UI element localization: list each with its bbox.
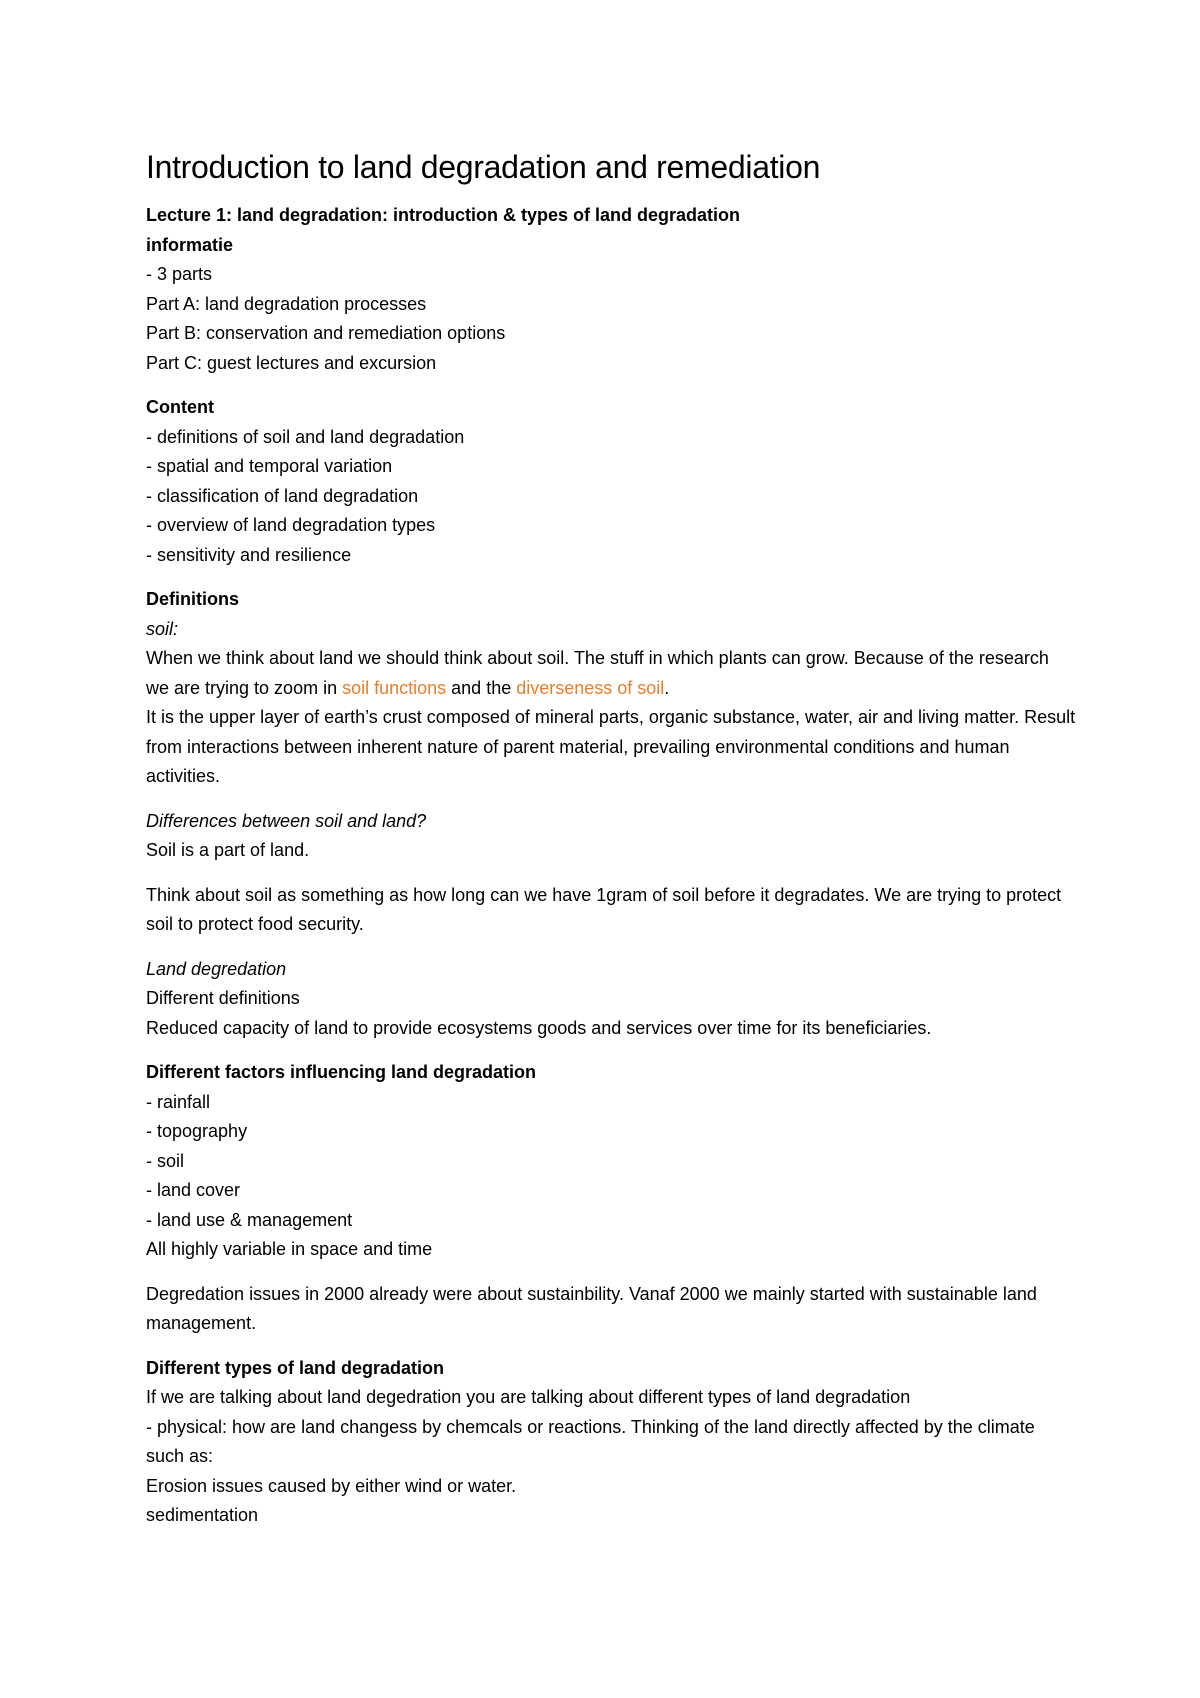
list-item: - overview of land degradation types [146,515,436,535]
land-degradation-subheading: Different definitions [146,988,300,1008]
soil-text-1: When we think about land we should think about soil. The stuff in which plants can grow. Because of the research we are trying to zoom in [146,648,1049,698]
list-item: Part B: conservation and remediation options [146,323,506,343]
soil-text-3: . [664,677,670,698]
list-item: - 3 parts [146,264,213,284]
document-title: Introduction to land degradation and remediation [146,149,821,185]
lecture-heading: Lecture 1: land degradation: introduction & types of land degradation [146,205,741,225]
list-item: - definitions of soil and land degradation [146,426,465,447]
difference-question: Differences between soil and land? [146,810,427,831]
types-sedimentation: sedimentation [146,1505,259,1525]
types-erosion: Erosion issues caused by either wind or water. [146,1475,517,1496]
types-heading: Different types of land degradation [146,1357,445,1378]
soil-label: soil: [146,618,179,639]
list-item: - topography [146,1121,248,1141]
think-paragraph: Think about soil as something as how long can we have 1gram of soil before it degradates. We are trying to protect soil to protect food security. [146,884,1062,934]
types-intro: If we are talking about land degedration you are talking about different types of land degradation [146,1387,911,1407]
definitions-heading: Definitions [146,589,239,609]
soil-paragraph-2: It is the upper layer of earth’s crust composed of mineral parts, organic substance, water, air and living matter. Result from interactions between inherent nature of parent material, prevailing environmental conditions and human activities. [146,707,1076,786]
land-degradation-label: Land degredation [146,958,287,979]
soil-paragraph-1 [146,644,1076,703]
document-page [146,147,1076,1531]
list-item: - sensitivity and resilience [146,544,352,565]
difference-answer: Soil is a part of land. [146,840,310,860]
list-item: Part A: land degradation processes [146,293,427,314]
list-item: - rainfall [146,1091,211,1112]
list-item: - classification of land degradation [146,485,419,506]
list-item: - soil [146,1150,185,1171]
soil-text-2: and the [446,677,517,698]
list-item: - land cover [146,1180,241,1200]
factors-heading: Different factors influencing land degradation [146,1062,537,1082]
types-physical: - physical: how are land changess by chemcals or reactions. Thinking of the land directly affected by the climate such as: [146,1416,1035,1466]
list-item: - land use & management [146,1209,353,1230]
content-heading: Content [146,397,214,417]
sustainability-paragraph: Degredation issues in 2000 already were about sustainbility. Vanaf 2000 we mainly started with sustainable land management. [146,1283,1037,1333]
list-item: Part C: guest lectures and excursion [146,352,437,373]
land-degradation-definition: Reduced capacity of land to provide ecosystems goods and services over time for its beneficiaries. [146,1017,932,1038]
factors-summary: All highly variable in space and time [146,1239,433,1259]
list-item: - spatial and temporal variation [146,456,393,476]
highlight-diverseness-of-soil: diverseness of soil [516,677,665,698]
highlight-soil-functions: soil functions [342,677,447,698]
info-heading: informatie [146,234,234,255]
